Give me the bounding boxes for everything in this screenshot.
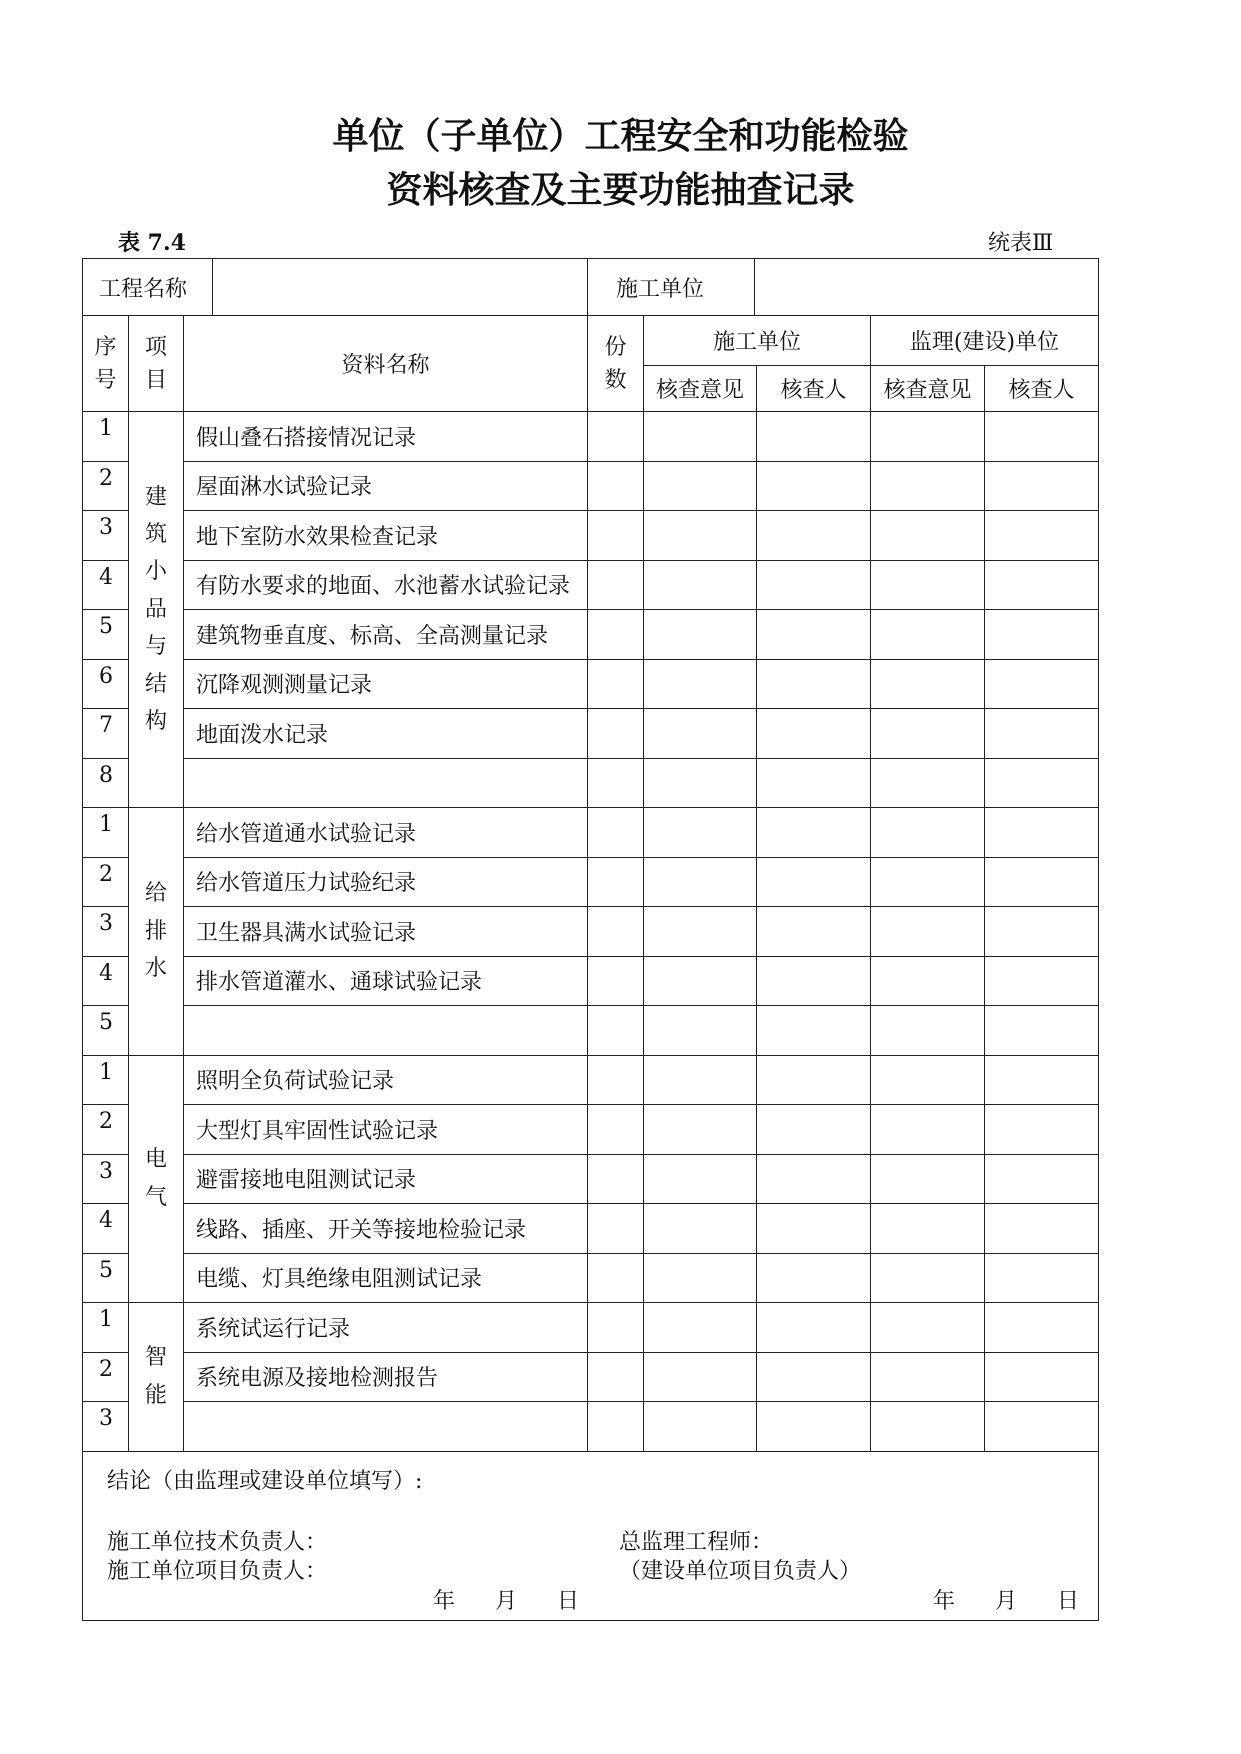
table-row (83, 610, 1099, 660)
table-row (83, 857, 1099, 907)
contractor-opinion-cell[interactable] (644, 1253, 757, 1303)
table-row (83, 1352, 1099, 1402)
col-contractor-group-header: 施工单位 (644, 316, 871, 366)
copies-cell[interactable] (588, 1303, 644, 1353)
table-row (83, 956, 1099, 1006)
group-label-char: 建 (144, 484, 167, 510)
supervisor-checker-cell[interactable] (985, 1253, 1099, 1303)
copies-cell[interactable] (588, 511, 644, 561)
contractor-checker-cell[interactable] (757, 412, 871, 462)
table-category: 统表Ⅲ (988, 231, 1054, 256)
copies-cell[interactable] (588, 412, 644, 462)
copies-cell[interactable] (588, 907, 644, 957)
contractor-opinion-cell[interactable] (644, 610, 757, 660)
doc-name-cell: 屋面淋水试验记录 (184, 461, 588, 511)
table-row (83, 1055, 1099, 1105)
contractor-opinion-cell[interactable] (644, 659, 757, 709)
contractor-field[interactable] (755, 259, 1098, 315)
copies-cell[interactable] (588, 659, 644, 709)
supervisor-opinion-cell[interactable] (871, 1105, 985, 1155)
row-number: 1 (83, 1303, 129, 1353)
supervisor-opinion-cell[interactable] (871, 956, 985, 1006)
copies-cell[interactable] (588, 857, 644, 907)
supervisor-opinion-cell[interactable] (871, 1352, 985, 1402)
copies-cell[interactable] (588, 1204, 644, 1254)
supervisor-opinion-cell[interactable] (871, 1253, 985, 1303)
table-row (83, 758, 1099, 808)
column-header-row-1 (83, 316, 1099, 366)
supervisor-opinion-cell[interactable] (871, 808, 985, 858)
doc-name-cell: 系统电源及接地检测报告 (184, 1352, 588, 1402)
contractor-opinion-cell[interactable] (644, 907, 757, 957)
supervisor-opinion-cell[interactable] (871, 857, 985, 907)
row-number: 3 (83, 1402, 129, 1452)
group-label-char: 品 (144, 596, 167, 622)
supervisor-opinion-cell[interactable] (871, 1402, 985, 1452)
contractor-checker-cell[interactable] (757, 907, 871, 957)
copies-cell[interactable] (588, 1006, 644, 1056)
doc-name-cell: 地面泼水记录 (184, 709, 588, 759)
doc-name-cell: 大型灯具牢固性试验记录 (184, 1105, 588, 1155)
table-row (83, 1402, 1099, 1452)
supervisor-checker-cell[interactable] (985, 1006, 1099, 1056)
contractor-checker-cell[interactable] (757, 610, 871, 660)
contractor-checker-cell[interactable] (757, 1006, 871, 1056)
copies-cell[interactable] (588, 709, 644, 759)
copies-cell[interactable] (588, 1402, 644, 1452)
supervisor-date-month: 月 (995, 1588, 1018, 1614)
contractor-label: 施工单位 (588, 259, 755, 315)
doc-name-cell: 避雷接地电阻测试记录 (184, 1154, 588, 1204)
info-row (83, 259, 1099, 316)
contractor-checker-cell[interactable] (757, 1402, 871, 1452)
table-row (83, 709, 1099, 759)
supervisor-checker-cell[interactable] (985, 1402, 1099, 1452)
doc-name-cell: 有防水要求的地面、水池蓄水试验记录 (184, 560, 588, 610)
supervisor-opinion-cell[interactable] (871, 1204, 985, 1254)
group-label (129, 1055, 184, 1303)
supervisor-checker-cell[interactable] (985, 956, 1099, 1006)
supervisor-opinion-cell[interactable] (871, 1303, 985, 1353)
copies-cell[interactable] (588, 1055, 644, 1105)
table-row (83, 560, 1099, 610)
row-number: 1 (83, 1055, 129, 1105)
contractor-opinion-cell[interactable] (644, 1105, 757, 1155)
supervisor-date-day: 日 (1057, 1588, 1080, 1614)
contractor-checker-cell[interactable] (757, 1154, 871, 1204)
row-number: 3 (83, 1154, 129, 1204)
row-number: 8 (83, 758, 129, 808)
supervisor-opinion-cell[interactable] (871, 709, 985, 759)
table-row (83, 1154, 1099, 1204)
supervisor-checker-cell[interactable] (985, 907, 1099, 957)
supervisor-checker-cell[interactable] (985, 1204, 1099, 1254)
supervisor-opinion-cell[interactable] (871, 461, 985, 511)
supervisor-checker-cell[interactable] (985, 412, 1099, 462)
doc-name-cell: 系统试运行记录 (184, 1303, 588, 1353)
doc-name-cell: 给水管道压力试验纪录 (184, 857, 588, 907)
project-name-label: 工程名称 (83, 259, 213, 315)
contractor-tech-lead-label: 施工单位技术负责人： (107, 1529, 328, 1555)
table-row (83, 808, 1099, 858)
col-doc-name-header: 资料名称 (184, 316, 588, 412)
copies-cell[interactable] (588, 1352, 644, 1402)
row-number: 7 (83, 709, 129, 759)
contractor-checker-cell[interactable] (757, 1352, 871, 1402)
col-supervisor-checker-header: 核查人 (985, 366, 1099, 412)
supervisor-checker-cell[interactable] (985, 659, 1099, 709)
contractor-opinion-cell[interactable] (644, 808, 757, 858)
conclusion-cell (83, 1451, 1099, 1620)
doc-name-cell: 建筑物垂直度、标高、全高测量记录 (184, 610, 588, 660)
table-row (83, 659, 1099, 709)
group-label-char: 排 (144, 918, 167, 944)
supervisor-checker-cell[interactable] (985, 461, 1099, 511)
supervisor-date-year: 年 (933, 1588, 956, 1614)
copies-cell[interactable] (588, 610, 644, 660)
contractor-checker-cell[interactable] (757, 1204, 871, 1254)
contractor-checker-cell[interactable] (757, 1303, 871, 1353)
contractor-opinion-cell[interactable] (644, 709, 757, 759)
col-contractor-opinion-header: 核查意见 (644, 366, 757, 412)
contractor-opinion-cell[interactable] (644, 412, 757, 462)
doc-name-cell: 电缆、灯具绝缘电阻测试记录 (184, 1253, 588, 1303)
copies-cell[interactable] (588, 461, 644, 511)
chief-supervisor-label: 总监理工程师： (619, 1529, 774, 1555)
contractor-opinion-cell[interactable] (644, 1006, 757, 1056)
project-name-field[interactable] (213, 259, 587, 315)
conclusion-row (83, 1451, 1099, 1620)
contractor-checker-cell[interactable] (757, 461, 871, 511)
table-number: 表 7.4 (118, 230, 186, 256)
row-number: 2 (83, 1105, 129, 1155)
group-label-char: 能 (144, 1382, 167, 1408)
inspection-table (82, 258, 1099, 1621)
owner-project-lead-label: （建设单位项目负责人） (619, 1558, 862, 1584)
copies-cell[interactable] (588, 758, 644, 808)
contractor-opinion-cell[interactable] (644, 1352, 757, 1402)
contractor-opinion-cell[interactable] (644, 560, 757, 610)
doc-name-cell (184, 758, 588, 808)
contractor-checker-cell[interactable] (757, 1253, 871, 1303)
supervisor-opinion-cell[interactable] (871, 412, 985, 462)
supervisor-opinion-cell[interactable] (871, 560, 985, 610)
copies-cell[interactable] (588, 956, 644, 1006)
contractor-opinion-cell[interactable] (644, 1303, 757, 1353)
supervisor-opinion-cell[interactable] (871, 511, 985, 561)
table-row (83, 1006, 1099, 1056)
row-number: 1 (83, 808, 129, 858)
contractor-checker-cell[interactable] (757, 956, 871, 1006)
col-contractor-checker-header: 核查人 (757, 366, 871, 412)
supervisor-opinion-cell[interactable] (871, 1154, 985, 1204)
supervisor-checker-cell[interactable] (985, 1105, 1099, 1155)
doc-name-cell: 照明全负荷试验记录 (184, 1055, 588, 1105)
row-number: 5 (83, 610, 129, 660)
row-number: 4 (83, 956, 129, 1006)
doc-name-cell: 卫生器具满水试验记录 (184, 907, 588, 957)
supervisor-checker-cell[interactable] (985, 560, 1099, 610)
copies-cell[interactable] (588, 808, 644, 858)
contractor-checker-cell[interactable] (757, 709, 871, 759)
row-number: 1 (83, 412, 129, 462)
contractor-checker-cell[interactable] (757, 808, 871, 858)
contractor-project-lead-label: 施工单位项目负责人： (107, 1558, 328, 1584)
supervisor-checker-cell[interactable] (985, 857, 1099, 907)
table-row (83, 1204, 1099, 1254)
supervisor-checker-cell[interactable] (985, 511, 1099, 561)
supervisor-opinion-cell[interactable] (871, 758, 985, 808)
group-label-char: 结 (144, 671, 167, 697)
group-label-char: 智 (144, 1345, 167, 1371)
group-label-char: 构 (144, 708, 167, 734)
contractor-cell (588, 259, 1099, 316)
table-row (83, 1303, 1099, 1353)
row-number: 4 (83, 560, 129, 610)
copies-cell[interactable] (588, 560, 644, 610)
contractor-opinion-cell[interactable] (644, 1204, 757, 1254)
row-number: 5 (83, 1006, 129, 1056)
col-supervisor-opinion-header: 核查意见 (871, 366, 985, 412)
contractor-checker-cell[interactable] (757, 857, 871, 907)
row-number: 2 (83, 1352, 129, 1402)
supervisor-checker-cell[interactable] (985, 610, 1099, 660)
copies-cell[interactable] (588, 1253, 644, 1303)
supervisor-checker-cell[interactable] (985, 1055, 1099, 1105)
group-label-char: 电 (144, 1147, 167, 1173)
contractor-opinion-cell[interactable] (644, 857, 757, 907)
doc-name-cell: 假山叠石搭接情况记录 (184, 412, 588, 462)
doc-name-cell: 沉降观测测量记录 (184, 659, 588, 709)
table-row (83, 1253, 1099, 1303)
group-label-char: 小 (144, 559, 167, 585)
contractor-checker-cell[interactable] (757, 758, 871, 808)
form-title-line1: 单位（子单位）工程安全和功能检验 (332, 116, 909, 157)
contractor-date-day: 日 (557, 1588, 580, 1614)
supervisor-opinion-cell[interactable] (871, 907, 985, 957)
contractor-opinion-cell[interactable] (644, 461, 757, 511)
supervisor-checker-cell[interactable] (985, 758, 1099, 808)
contractor-date-month: 月 (495, 1588, 518, 1614)
row-number: 6 (83, 659, 129, 709)
contractor-opinion-cell[interactable] (644, 758, 757, 808)
doc-name-cell: 给水管道通水试验记录 (184, 808, 588, 858)
supervisor-opinion-cell[interactable] (871, 659, 985, 709)
doc-name-cell (184, 1006, 588, 1056)
supervisor-opinion-cell[interactable] (871, 610, 985, 660)
copies-cell[interactable] (588, 1154, 644, 1204)
row-number: 3 (83, 907, 129, 957)
contractor-opinion-cell[interactable] (644, 1402, 757, 1452)
contractor-date-year: 年 (433, 1588, 456, 1614)
table-row (83, 511, 1099, 561)
conclusion-label: 结论（由监理或建设单位填写）: (107, 1468, 423, 1494)
contractor-checker-cell[interactable] (757, 1055, 871, 1105)
contractor-checker-cell[interactable] (757, 659, 871, 709)
group-label (129, 412, 184, 808)
contractor-checker-cell[interactable] (757, 511, 871, 561)
table-row (83, 461, 1099, 511)
supervisor-opinion-cell[interactable] (871, 1006, 985, 1056)
form-title-line2: 资料核查及主要功能抽查记录 (386, 170, 855, 211)
supervisor-checker-cell[interactable] (985, 709, 1099, 759)
row-number: 2 (83, 857, 129, 907)
supervisor-checker-cell[interactable] (985, 1352, 1099, 1402)
doc-name-cell: 排水管道灌水、通球试验记录 (184, 956, 588, 1006)
doc-name-cell (184, 1402, 588, 1452)
group-label-char: 与 (144, 634, 167, 660)
group-label-char: 水 (144, 955, 167, 981)
row-number: 4 (83, 1204, 129, 1254)
group-label-char: 气 (144, 1184, 167, 1210)
table-row (83, 412, 1099, 462)
contractor-opinion-cell[interactable] (644, 511, 757, 561)
group-label (129, 808, 184, 1056)
table-row (83, 1105, 1099, 1155)
contractor-opinion-cell[interactable] (644, 1055, 757, 1105)
copies-cell[interactable] (588, 1105, 644, 1155)
contractor-checker-cell[interactable] (757, 560, 871, 610)
col-copies-header: 份 数 (588, 316, 644, 412)
col-seq-header: 序 号 (83, 316, 129, 412)
supervisor-checker-cell[interactable] (985, 808, 1099, 858)
row-number: 5 (83, 1253, 129, 1303)
col-item-header: 项 目 (129, 316, 184, 412)
row-number: 2 (83, 461, 129, 511)
project-name-cell (83, 259, 588, 316)
group-label (129, 1303, 184, 1452)
group-label-char: 筑 (144, 522, 167, 548)
doc-name-cell: 线路、插座、开关等接地检验记录 (184, 1204, 588, 1254)
supervisor-checker-cell[interactable] (985, 1303, 1099, 1353)
supervisor-opinion-cell[interactable] (871, 1055, 985, 1105)
contractor-checker-cell[interactable] (757, 1105, 871, 1155)
doc-name-cell: 地下室防水效果检查记录 (184, 511, 588, 561)
group-label-char: 给 (144, 881, 167, 907)
supervisor-checker-cell[interactable] (985, 1154, 1099, 1204)
contractor-opinion-cell[interactable] (644, 956, 757, 1006)
contractor-opinion-cell[interactable] (644, 1154, 757, 1204)
col-supervisor-group-header: 监理(建设)单位 (871, 316, 1099, 366)
table-row (83, 907, 1099, 957)
row-number: 3 (83, 511, 129, 561)
